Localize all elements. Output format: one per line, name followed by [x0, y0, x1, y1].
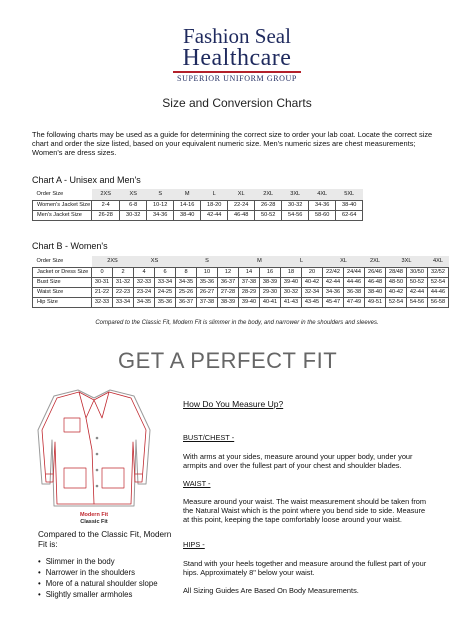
chart-b-title: Chart B - Women's — [32, 241, 108, 251]
table-cell: 32-34 — [302, 287, 323, 297]
chart-b-size: XS — [134, 256, 176, 267]
table-cell: 58-60 — [309, 210, 336, 220]
table-cell: 50-52 — [255, 210, 282, 220]
table-cell: 18-20 — [201, 200, 228, 210]
intro-paragraph: The following charts may be used as a guide for determining the correct size to order your lab coat. Locate the correct size chart and order the size listed, based on your equivalent numeric size. Men's numeric sizes are chest measurements; Women's are dress sizes. — [32, 130, 433, 158]
table-cell: 26-28 — [255, 200, 282, 210]
table-cell: 33-34 — [113, 297, 134, 307]
table-cell: 21-22 — [92, 287, 113, 297]
chart-b-size: XL — [323, 256, 365, 267]
hips-label-text: HIPS - — [183, 540, 205, 549]
chart-b-size: 4XL — [428, 256, 449, 267]
table-cell: 38-40 — [336, 200, 363, 210]
table-cell: 54-56 — [282, 210, 309, 220]
table-cell: 24/44 — [344, 267, 365, 277]
chart-a-size: M — [174, 189, 201, 200]
table-cell: 28-29 — [239, 287, 260, 297]
table-cell: 26/46 — [365, 267, 386, 277]
table-cell: 49-51 — [365, 297, 386, 307]
chart-note: Compared to the Classic Fit, Modern Fit is slimmer in the body, and narrower in the shoulders and sleeves. — [95, 320, 379, 326]
table-cell: 54-56 — [407, 297, 428, 307]
table-cell: 18 — [281, 267, 302, 277]
table-cell: 6-8 — [120, 200, 147, 210]
bust-label — [183, 433, 433, 442]
table-cell: 16 — [260, 267, 281, 277]
chart-a-size: S — [147, 189, 174, 200]
table-cell: 36-38 — [344, 287, 365, 297]
table-cell: 32-33 — [134, 277, 155, 287]
table-cell: 31-32 — [113, 277, 134, 287]
chart-a-size: 2XS — [92, 189, 120, 200]
modern-fit-label: Modern Fit — [79, 512, 109, 518]
table-row — [33, 200, 363, 210]
list-item: • Slimmer in the body — [38, 556, 158, 567]
table-cell: 45-47 — [323, 297, 344, 307]
table-cell: 10 — [197, 267, 218, 277]
table-cell: 42-44 — [201, 210, 228, 220]
table-cell: 22-24 — [228, 200, 255, 210]
table-cell: 35-36 — [155, 297, 176, 307]
table-cell: 30-32 — [282, 200, 309, 210]
hips-text: Stand with your heels together and measure around the fullest part of your hips. Approximately 8" below your waist. — [183, 559, 427, 578]
table-cell: 25-26 — [176, 287, 197, 297]
chart-a-table — [32, 189, 363, 221]
table-cell: 38-40 — [174, 210, 201, 220]
brand-name-line2: Healthcare — [182, 45, 292, 71]
table-cell: 34-36 — [309, 200, 336, 210]
table-cell: 37-38 — [239, 277, 260, 287]
chart-a-size: L — [201, 189, 228, 200]
chart-a-size: 4XL — [309, 189, 336, 200]
chart-b-size: 2XS — [92, 256, 134, 267]
table-cell: 39-40 — [281, 277, 302, 287]
chart-a-size: 3XL — [282, 189, 309, 200]
waist-label-text: WAIST - — [183, 479, 211, 488]
classic-fit-label: Classic Fit — [80, 519, 108, 525]
table-cell: 42-44 — [323, 277, 344, 287]
table-cell: 30-32 — [281, 287, 302, 297]
row-label: Jacket or Dress Size — [33, 267, 92, 277]
lab-coat-illustration — [34, 388, 154, 528]
chart-b-header-label: Order Size — [33, 256, 92, 267]
table-cell: 2-4 — [92, 200, 120, 210]
chart-b-size: 2XL — [365, 256, 386, 267]
chart-b-header-row — [33, 256, 449, 267]
measure-footer: All Sizing Guides Are Based On Body Measurements. — [183, 586, 359, 595]
table-cell: 2 — [113, 267, 134, 277]
table-row — [33, 297, 449, 307]
table-cell: 30-32 — [120, 210, 147, 220]
list-item: • Slightly smaller armholes — [38, 589, 158, 600]
table-cell: 14 — [239, 267, 260, 277]
table-cell: 32/52 — [428, 267, 449, 277]
table-cell: 37-38 — [197, 297, 218, 307]
table-cell: 40-42 — [386, 287, 407, 297]
row-label: Hip Size — [33, 297, 92, 307]
table-cell: 47-49 — [344, 297, 365, 307]
hips-label — [183, 540, 433, 549]
table-row — [33, 267, 449, 277]
table-cell: 4 — [134, 267, 155, 277]
table-cell: 30-31 — [92, 277, 113, 287]
table-cell: 40-41 — [260, 297, 281, 307]
table-cell: 24-25 — [155, 287, 176, 297]
chart-b-size: S — [176, 256, 239, 267]
table-cell: 38-39 — [260, 277, 281, 287]
brand-name-line1: Fashion Seal — [183, 24, 291, 48]
table-cell: 34-35 — [134, 297, 155, 307]
table-cell: 23-24 — [134, 287, 155, 297]
measure-title: How Do You Measure Up? — [183, 399, 284, 409]
chart-a-size: 5XL — [336, 189, 363, 200]
table-cell: 12 — [218, 267, 239, 277]
table-cell: 46-48 — [365, 277, 386, 287]
table-cell: 56-58 — [428, 297, 449, 307]
headline: GET A PERFECT FIT — [118, 348, 338, 373]
table-cell: 29-30 — [260, 287, 281, 297]
table-cell: 33-34 — [155, 277, 176, 287]
chart-b-table — [32, 256, 449, 308]
table-cell: 34-36 — [147, 210, 174, 220]
table-cell: 44-46 — [344, 277, 365, 287]
chart-b-size: M — [239, 256, 281, 267]
brand-tagline: SUPERIOR UNIFORM GROUP — [177, 74, 297, 83]
table-cell: 34-35 — [176, 277, 197, 287]
table-cell: 39-40 — [239, 297, 260, 307]
table-cell: 22/42 — [323, 267, 344, 277]
table-cell: 26-28 — [92, 210, 120, 220]
table-cell: 44-46 — [428, 287, 449, 297]
chart-a-title: Chart A - Unisex and Men's — [32, 175, 141, 185]
table-cell: 35-36 — [197, 277, 218, 287]
row-label: Bust Size — [33, 277, 92, 287]
comparison-list — [38, 556, 158, 600]
brand-rule — [173, 71, 301, 73]
chart-b-size: L — [281, 256, 323, 267]
row-label: Men's Jacket Size — [33, 210, 92, 220]
table-cell: 34-36 — [323, 287, 344, 297]
table-row — [33, 287, 449, 297]
table-cell: 0 — [92, 267, 113, 277]
table-cell: 6 — [155, 267, 176, 277]
table-cell: 10-12 — [147, 200, 174, 210]
table-cell: 46-48 — [228, 210, 255, 220]
table-cell: 41-43 — [281, 297, 302, 307]
comparison-title: Compared to the Classic Fit, Modern Fit is: — [38, 530, 172, 549]
bust-text: With arms at your sides, measure around your upper body, under your armpits and over the fullest part of your chest and shoulder blades. — [183, 452, 413, 471]
row-label: Women's Jacket Size — [33, 200, 92, 210]
table-cell: 40-42 — [302, 277, 323, 287]
page-title: Size and Conversion Charts — [162, 96, 312, 110]
table-cell: 38-40 — [365, 287, 386, 297]
table-row — [33, 277, 449, 287]
table-cell: 42-44 — [407, 287, 428, 297]
list-item: • More of a natural shoulder slope — [38, 578, 158, 589]
chart-a-size: XL — [228, 189, 255, 200]
table-cell: 22-23 — [113, 287, 134, 297]
table-cell: 52-54 — [428, 277, 449, 287]
table-cell: 36-37 — [218, 277, 239, 287]
table-cell: 28/48 — [386, 267, 407, 277]
table-cell: 43-45 — [302, 297, 323, 307]
table-cell: 36-37 — [176, 297, 197, 307]
table-cell: 38-39 — [218, 297, 239, 307]
table-cell: 48-50 — [386, 277, 407, 287]
table-cell: 50-52 — [407, 277, 428, 287]
chart-a-header-row — [33, 189, 363, 200]
chart-a-size: 2XL — [255, 189, 282, 200]
bust-label-text: BUST/CHEST - — [183, 433, 235, 442]
list-item: • Narrower in the shoulders — [38, 567, 158, 578]
table-cell: 52-54 — [386, 297, 407, 307]
table-cell: 20 — [302, 267, 323, 277]
table-cell: 27-28 — [218, 287, 239, 297]
chart-b-size: 3XL — [386, 256, 428, 267]
table-cell: 8 — [176, 267, 197, 277]
chart-a-size: XS — [120, 189, 147, 200]
table-cell: 32-33 — [92, 297, 113, 307]
brand-logo — [0, 26, 474, 83]
table-row — [33, 210, 363, 220]
table-cell: 14-16 — [174, 200, 201, 210]
table-cell: 26-27 — [197, 287, 218, 297]
row-label: Waist Size — [33, 287, 92, 297]
waist-text: Measure around your waist. The waist measurement should be taken from the Natural Waist which is the point where you bend side to side. Measure at this point, keeping the tape comfortably loose around your waist. — [183, 497, 427, 525]
table-cell: 62-64 — [336, 210, 363, 220]
waist-label — [183, 479, 433, 488]
chart-a-header-label: Order Size — [33, 189, 92, 200]
table-cell: 30/50 — [407, 267, 428, 277]
